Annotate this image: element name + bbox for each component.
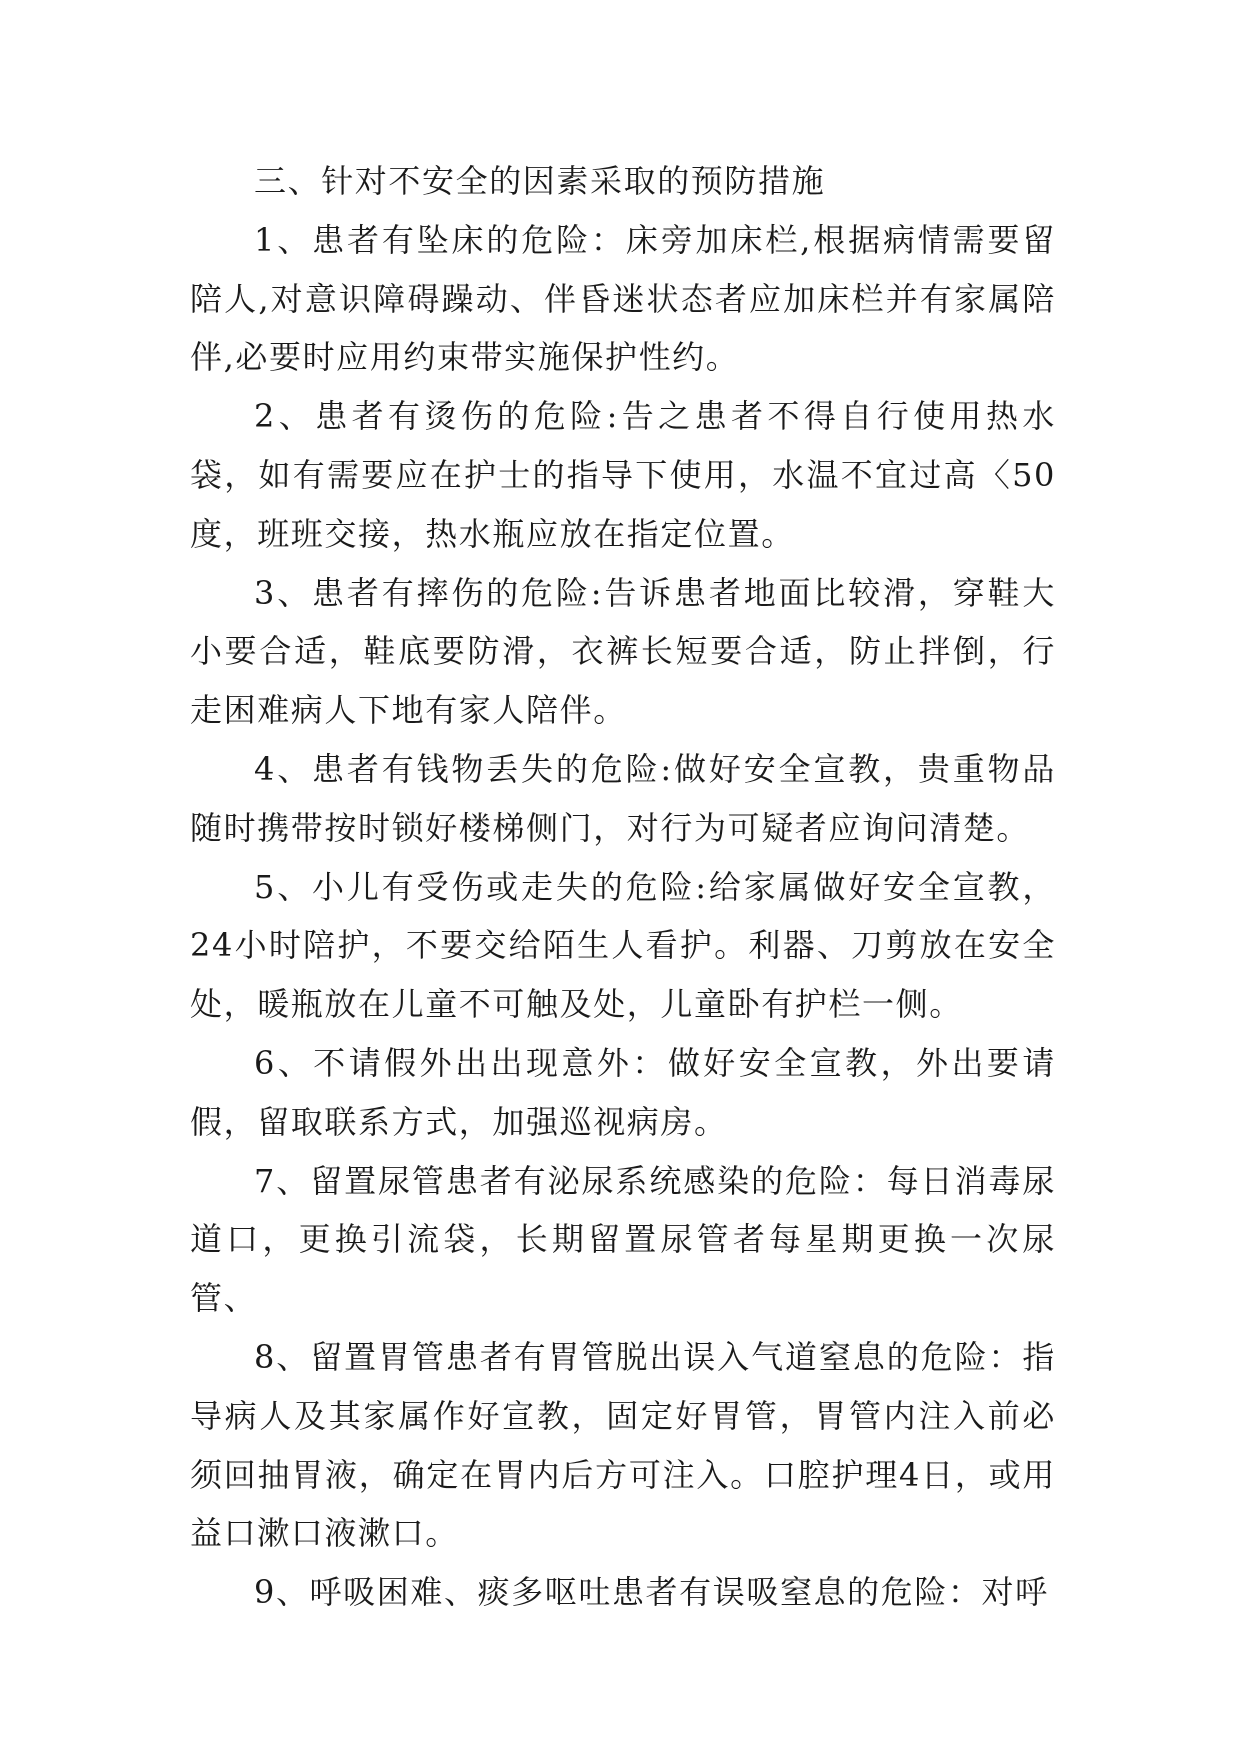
paragraph-8: 8、留置胃管患者有胃管脱出误入气道窒息的危险：指导病人及其家属作好宣教，固定好胃管，胃管内注入前必须回抽胃液，确定在胃内后方可注入。口腔护理4日，或用益口漱口液漱口。 [190, 1337, 1056, 1553]
paragraph-1: 1、患者有坠床的危险：床旁加床栏,根据病情需要留陪人,对意识障碍躁动、伴昏迷状态者应加床栏并有家属陪伴,必要时应用约束带实施保护性约。 [190, 220, 1056, 377]
paragraph-4: 4、患者有钱物丢失的危险:做好安全宣教，贵重物品随时携带按时锁好楼梯侧门，对行为可疑者应询问清楚。 [190, 749, 1056, 847]
paragraph-7: 7、留置尿管患者有泌尿系统感染的危险：每日消毒尿道口，更换引流袋，长期留置尿管者每星期更换一次尿管、 [190, 1161, 1056, 1318]
paragraph-6: 6、不请假外出出现意外：做好安全宣教，外出要请假，留取联系方式，加强巡视病房。 [190, 1043, 1056, 1141]
paragraph-2: 2、患者有烫伤的危险:告之患者不得自行使用热水袋，如有需要应在护士的指导下使用，水温不宜过高〈50度，班班交接，热水瓶应放在指定位置。 [190, 397, 1056, 553]
paragraph-9: 9、呼吸困难、痰多呕吐患者有误吸窒息的危险：对呼 [254, 1573, 1049, 1612]
paragraph-3: 3、患者有摔伤的危险:告诉患者地面比较滑，穿鞋大小要合适，鞋底要防滑，衣裤长短要合适，防止拌倒，行走困难病人下地有家人陪伴。 [190, 573, 1056, 730]
section-heading: 三、针对不安全的因素采取的预防措施 [254, 162, 826, 200]
paragraph-5: 5、小儿有受伤或走失的危险:给家属做好安全宣教，24小时陪护，不要交给陌生人看护。利器、刀剪放在安全处，暖瓶放在儿童不可触及处，儿童卧有护栏一侧。 [190, 867, 1056, 1024]
document-body [190, 152, 1056, 1622]
